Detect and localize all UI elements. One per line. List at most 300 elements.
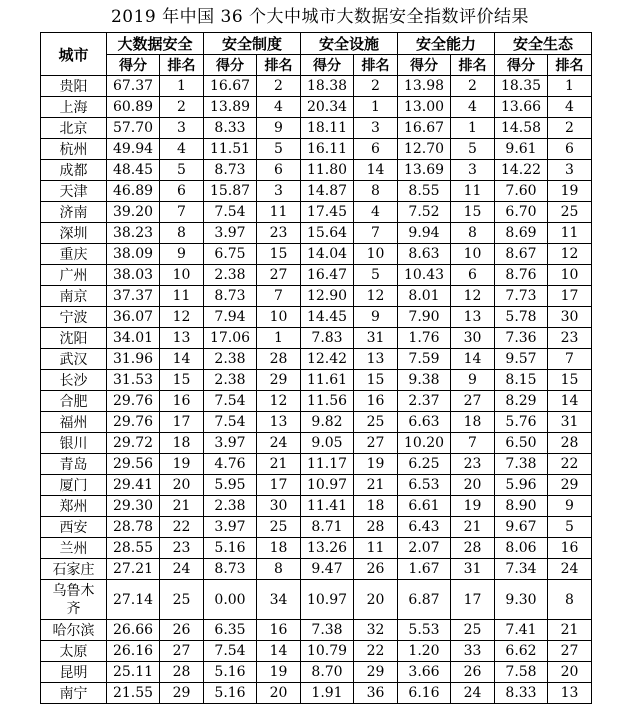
cell-city: 银川: [41, 433, 107, 454]
cell-score: 7.34: [495, 559, 548, 580]
header-score: 得分: [204, 55, 257, 76]
cell-rank: 1: [160, 76, 204, 97]
cell-score: 29.76: [107, 391, 160, 412]
cell-rank: 1: [257, 328, 301, 349]
cell-score: 1.76: [398, 328, 451, 349]
cell-rank: 6: [354, 139, 398, 160]
cell-score: 27.14: [107, 580, 160, 620]
cell-score: 2.38: [204, 265, 257, 286]
cell-score: 5.16: [204, 683, 257, 704]
cell-score: 6.70: [495, 202, 548, 223]
cell-score: 14.58: [495, 118, 548, 139]
cell-rank: 8: [257, 559, 301, 580]
cell-rank: 17: [257, 475, 301, 496]
cell-rank: 23: [548, 328, 592, 349]
cell-rank: 13: [548, 683, 592, 704]
cell-rank: 33: [451, 641, 495, 662]
cell-score: 67.37: [107, 76, 160, 97]
cell-score: 10.97: [301, 475, 354, 496]
cell-score: 11.41: [301, 496, 354, 517]
cell-rank: 9: [451, 370, 495, 391]
cell-score: 14.45: [301, 307, 354, 328]
cell-rank: 14: [354, 160, 398, 181]
cell-rank: 21: [354, 475, 398, 496]
cell-rank: 11: [257, 202, 301, 223]
cell-rank: 24: [548, 559, 592, 580]
cell-rank: 14: [451, 349, 495, 370]
header-group-security-ecology: 安全生态: [495, 33, 592, 55]
cell-rank: 34: [257, 580, 301, 620]
cell-rank: 15: [548, 370, 592, 391]
cell-score: 2.07: [398, 538, 451, 559]
cell-rank: 14: [257, 641, 301, 662]
cell-score: 29.56: [107, 454, 160, 475]
cell-city: 武汉: [41, 349, 107, 370]
cell-score: 11.61: [301, 370, 354, 391]
cell-rank: 12: [160, 307, 204, 328]
table-row: [41, 286, 592, 307]
header-city: 城市: [41, 33, 107, 76]
cell-rank: 2: [548, 118, 592, 139]
cell-score: 16.11: [301, 139, 354, 160]
cell-score: 13.89: [204, 97, 257, 118]
cell-city: 天津: [41, 181, 107, 202]
cell-city: 郑州: [41, 496, 107, 517]
cell-score: 18.35: [495, 76, 548, 97]
cell-score: 6.63: [398, 412, 451, 433]
cell-score: 2.38: [204, 496, 257, 517]
table-row: [41, 307, 592, 328]
cell-rank: 5: [451, 139, 495, 160]
cell-score: 8.71: [301, 517, 354, 538]
cell-score: 17.06: [204, 328, 257, 349]
cell-score: 3.66: [398, 662, 451, 683]
cell-score: 48.45: [107, 160, 160, 181]
cell-city: 深圳: [41, 223, 107, 244]
table-row: [41, 454, 592, 475]
cell-rank: 28: [548, 433, 592, 454]
cell-rank: 20: [451, 475, 495, 496]
cell-rank: 3: [548, 160, 592, 181]
cell-score: 8.69: [495, 223, 548, 244]
cell-rank: 1: [548, 76, 592, 97]
cell-rank: 4: [160, 139, 204, 160]
cell-city: 成都: [41, 160, 107, 181]
table-row: [41, 391, 592, 412]
cell-score: 5.78: [495, 307, 548, 328]
cell-score: 39.20: [107, 202, 160, 223]
cell-score: 6.50: [495, 433, 548, 454]
cell-score: 9.38: [398, 370, 451, 391]
cell-rank: 30: [548, 307, 592, 328]
cell-rank: 5: [548, 517, 592, 538]
cell-rank: 28: [160, 662, 204, 683]
cell-score: 8.29: [495, 391, 548, 412]
cell-score: 3.97: [204, 433, 257, 454]
cell-rank: 9: [160, 244, 204, 265]
cell-score: 7.90: [398, 307, 451, 328]
cell-score: 7.54: [204, 202, 257, 223]
cell-score: 21.55: [107, 683, 160, 704]
cell-rank: 7: [160, 202, 204, 223]
cell-rank: 23: [451, 454, 495, 475]
cell-rank: 18: [257, 538, 301, 559]
table-row: [41, 181, 592, 202]
cell-score: 5.95: [204, 475, 257, 496]
cell-score: 9.82: [301, 412, 354, 433]
cell-rank: 11: [451, 181, 495, 202]
cell-rank: 18: [354, 496, 398, 517]
cell-rank: 28: [257, 349, 301, 370]
cell-score: 0.00: [204, 580, 257, 620]
cell-rank: 4: [451, 97, 495, 118]
cell-score: 9.57: [495, 349, 548, 370]
cell-score: 6.62: [495, 641, 548, 662]
cell-rank: 29: [257, 370, 301, 391]
cell-rank: 29: [354, 662, 398, 683]
cell-rank: 15: [160, 370, 204, 391]
cell-score: 26.16: [107, 641, 160, 662]
cell-rank: 20: [160, 475, 204, 496]
cell-score: 10.79: [301, 641, 354, 662]
table-row: [41, 97, 592, 118]
cell-score: 7.36: [495, 328, 548, 349]
page-title: 2019 年中国 36 个大中城市大数据安全指数评价结果: [110, 7, 530, 27]
cell-score: 29.30: [107, 496, 160, 517]
table-row: [41, 349, 592, 370]
cell-score: 3.97: [204, 223, 257, 244]
cell-score: 8.63: [398, 244, 451, 265]
header-group-security-facilities: 安全设施: [301, 33, 398, 55]
cell-score: 7.38: [495, 454, 548, 475]
table-row: [41, 223, 592, 244]
cell-rank: 27: [354, 433, 398, 454]
cell-score: 7.38: [301, 620, 354, 641]
cell-score: 6.87: [398, 580, 451, 620]
cell-score: 10.97: [301, 580, 354, 620]
table-row: [41, 244, 592, 265]
cell-rank: 13: [354, 349, 398, 370]
cell-rank: 12: [354, 286, 398, 307]
cell-rank: 27: [548, 641, 592, 662]
cell-score: 7.54: [204, 412, 257, 433]
cell-rank: 14: [548, 391, 592, 412]
cell-rank: 25: [548, 202, 592, 223]
cell-rank: 17: [451, 580, 495, 620]
cell-city: 昆明: [41, 662, 107, 683]
cell-score: 20.34: [301, 97, 354, 118]
cell-rank: 2: [160, 97, 204, 118]
cell-rank: 23: [160, 538, 204, 559]
cell-rank: 31: [354, 328, 398, 349]
cell-city: 广州: [41, 265, 107, 286]
cell-score: 14.87: [301, 181, 354, 202]
cell-city: 太原: [41, 641, 107, 662]
cell-rank: 12: [451, 286, 495, 307]
cell-rank: 24: [451, 683, 495, 704]
cell-score: 7.54: [204, 391, 257, 412]
cell-score: 12.90: [301, 286, 354, 307]
table-row: [41, 118, 592, 139]
cell-rank: 29: [548, 475, 592, 496]
cell-score: 8.06: [495, 538, 548, 559]
cell-rank: 6: [548, 139, 592, 160]
cell-rank: 20: [257, 683, 301, 704]
cell-rank: 23: [257, 223, 301, 244]
cell-score: 5.16: [204, 538, 257, 559]
cell-rank: 21: [257, 454, 301, 475]
cell-score: 7.73: [495, 286, 548, 307]
cell-score: 13.69: [398, 160, 451, 181]
cell-score: 9.61: [495, 139, 548, 160]
cell-rank: 22: [354, 641, 398, 662]
cell-rank: 9: [548, 496, 592, 517]
cell-score: 8.73: [204, 559, 257, 580]
cell-rank: 8: [160, 223, 204, 244]
cell-score: 2.38: [204, 349, 257, 370]
cell-rank: 6: [257, 160, 301, 181]
table-row: [41, 683, 592, 704]
header-group-security-capability: 安全能力: [398, 33, 495, 55]
cell-rank: 18: [451, 412, 495, 433]
cell-score: 31.96: [107, 349, 160, 370]
cell-score: 2.38: [204, 370, 257, 391]
cell-rank: 13: [160, 328, 204, 349]
cell-score: 28.78: [107, 517, 160, 538]
cell-rank: 12: [257, 391, 301, 412]
cell-rank: 30: [257, 496, 301, 517]
results-table: [40, 32, 592, 704]
cell-rank: 6: [160, 181, 204, 202]
cell-score: 1.20: [398, 641, 451, 662]
cell-score: 6.25: [398, 454, 451, 475]
header-group-big-data-security: 大数据安全: [107, 33, 204, 55]
cell-rank: 19: [354, 454, 398, 475]
cell-rank: 2: [451, 76, 495, 97]
cell-score: 8.55: [398, 181, 451, 202]
cell-score: 29.41: [107, 475, 160, 496]
table-row: [41, 662, 592, 683]
cell-score: 57.70: [107, 118, 160, 139]
cell-rank: 3: [354, 118, 398, 139]
cell-score: 29.76: [107, 412, 160, 433]
cell-rank: 2: [354, 76, 398, 97]
cell-score: 31.53: [107, 370, 160, 391]
cell-rank: 5: [160, 160, 204, 181]
cell-rank: 4: [354, 202, 398, 223]
cell-rank: 28: [354, 517, 398, 538]
cell-city: 杭州: [41, 139, 107, 160]
cell-rank: 31: [548, 412, 592, 433]
cell-rank: 22: [548, 454, 592, 475]
cell-rank: 21: [160, 496, 204, 517]
cell-rank: 10: [451, 244, 495, 265]
cell-score: 7.58: [495, 662, 548, 683]
cell-score: 5.76: [495, 412, 548, 433]
cell-rank: 2: [257, 76, 301, 97]
cell-city: 石家庄: [41, 559, 107, 580]
header-rank: 排名: [548, 55, 592, 76]
table-row: [41, 265, 592, 286]
cell-score: 38.23: [107, 223, 160, 244]
cell-score: 13.00: [398, 97, 451, 118]
cell-rank: 15: [257, 244, 301, 265]
cell-rank: 19: [548, 181, 592, 202]
cell-rank: 4: [257, 97, 301, 118]
cell-city: 兰州: [41, 538, 107, 559]
header-rank: 排名: [451, 55, 495, 76]
cell-rank: 16: [257, 620, 301, 641]
cell-rank: 25: [160, 580, 204, 620]
cell-score: 17.45: [301, 202, 354, 223]
cell-score: 14.04: [301, 244, 354, 265]
cell-score: 37.37: [107, 286, 160, 307]
table-row: [41, 160, 592, 181]
cell-score: 6.43: [398, 517, 451, 538]
cell-score: 25.11: [107, 662, 160, 683]
cell-rank: 10: [160, 265, 204, 286]
cell-score: 7.59: [398, 349, 451, 370]
header-group-security-system: 安全制度: [204, 33, 301, 55]
cell-score: 13.26: [301, 538, 354, 559]
cell-score: 8.15: [495, 370, 548, 391]
cell-score: 8.73: [204, 286, 257, 307]
cell-score: 18.38: [301, 76, 354, 97]
cell-rank: 3: [257, 181, 301, 202]
cell-city: 哈尔滨: [41, 620, 107, 641]
cell-rank: 19: [451, 496, 495, 517]
cell-score: 10.43: [398, 265, 451, 286]
table-row: [41, 370, 592, 391]
cell-score: 8.33: [204, 118, 257, 139]
cell-score: 16.47: [301, 265, 354, 286]
cell-city: 厦门: [41, 475, 107, 496]
cell-score: 16.67: [204, 76, 257, 97]
cell-score: 8.67: [495, 244, 548, 265]
cell-rank: 16: [354, 391, 398, 412]
cell-score: 9.47: [301, 559, 354, 580]
cell-score: 46.89: [107, 181, 160, 202]
cell-score: 5.96: [495, 475, 548, 496]
cell-rank: 19: [257, 662, 301, 683]
cell-rank: 21: [451, 517, 495, 538]
cell-city: 西安: [41, 517, 107, 538]
cell-score: 9.30: [495, 580, 548, 620]
cell-rank: 24: [257, 433, 301, 454]
cell-score: 7.52: [398, 202, 451, 223]
cell-score: 28.55: [107, 538, 160, 559]
header-row-subcolumns: [41, 55, 592, 76]
cell-rank: 15: [354, 370, 398, 391]
header-rank: 排名: [354, 55, 398, 76]
cell-score: 7.94: [204, 307, 257, 328]
cell-rank: 21: [548, 620, 592, 641]
cell-rank: 24: [160, 559, 204, 580]
cell-score: 1.91: [301, 683, 354, 704]
cell-score: 6.16: [398, 683, 451, 704]
header-score: 得分: [398, 55, 451, 76]
cell-rank: 7: [257, 286, 301, 307]
table-row: [41, 496, 592, 517]
cell-score: 7.83: [301, 328, 354, 349]
table-row: [41, 202, 592, 223]
cell-city: 南京: [41, 286, 107, 307]
cell-score: 49.94: [107, 139, 160, 160]
cell-city: 北京: [41, 118, 107, 139]
cell-city: 福州: [41, 412, 107, 433]
cell-rank: 28: [451, 538, 495, 559]
cell-score: 60.89: [107, 97, 160, 118]
cell-rank: 6: [451, 265, 495, 286]
cell-score: 11.51: [204, 139, 257, 160]
cell-score: 11.17: [301, 454, 354, 475]
cell-score: 2.37: [398, 391, 451, 412]
cell-city: 青岛: [41, 454, 107, 475]
table-row: [41, 620, 592, 641]
cell-score: 11.56: [301, 391, 354, 412]
cell-city: 乌鲁木齐: [41, 580, 107, 620]
table-row: [41, 641, 592, 662]
cell-score: 5.53: [398, 620, 451, 641]
cell-score: 13.98: [398, 76, 451, 97]
cell-rank: 8: [548, 580, 592, 620]
cell-rank: 10: [257, 307, 301, 328]
cell-rank: 10: [548, 265, 592, 286]
table-body: [41, 76, 592, 704]
cell-city: 长沙: [41, 370, 107, 391]
cell-rank: 17: [548, 286, 592, 307]
cell-rank: 7: [548, 349, 592, 370]
cell-score: 38.09: [107, 244, 160, 265]
cell-score: 9.67: [495, 517, 548, 538]
cell-score: 14.22: [495, 160, 548, 181]
cell-rank: 5: [354, 265, 398, 286]
cell-rank: 30: [451, 328, 495, 349]
cell-rank: 32: [354, 620, 398, 641]
cell-city: 合肥: [41, 391, 107, 412]
table-row: [41, 328, 592, 349]
cell-rank: 25: [354, 412, 398, 433]
header-score: 得分: [301, 55, 354, 76]
table-row: [41, 412, 592, 433]
cell-rank: 26: [451, 662, 495, 683]
cell-rank: 4: [548, 97, 592, 118]
cell-score: 12.42: [301, 349, 354, 370]
cell-score: 12.70: [398, 139, 451, 160]
cell-score: 27.21: [107, 559, 160, 580]
cell-rank: 11: [548, 223, 592, 244]
table-row: [41, 139, 592, 160]
cell-rank: 3: [451, 160, 495, 181]
cell-score: 34.01: [107, 328, 160, 349]
cell-score: 8.70: [301, 662, 354, 683]
cell-rank: 31: [451, 559, 495, 580]
cell-rank: 20: [354, 580, 398, 620]
cell-rank: 11: [160, 286, 204, 307]
cell-rank: 16: [160, 391, 204, 412]
cell-city: 贵阳: [41, 76, 107, 97]
cell-rank: 29: [160, 683, 204, 704]
cell-score: 13.66: [495, 97, 548, 118]
table-row: [41, 517, 592, 538]
table-row: [41, 559, 592, 580]
cell-rank: 12: [548, 244, 592, 265]
cell-score: 15.87: [204, 181, 257, 202]
cell-city: 重庆: [41, 244, 107, 265]
header-rank: 排名: [257, 55, 301, 76]
cell-score: 8.01: [398, 286, 451, 307]
cell-city: 上海: [41, 97, 107, 118]
